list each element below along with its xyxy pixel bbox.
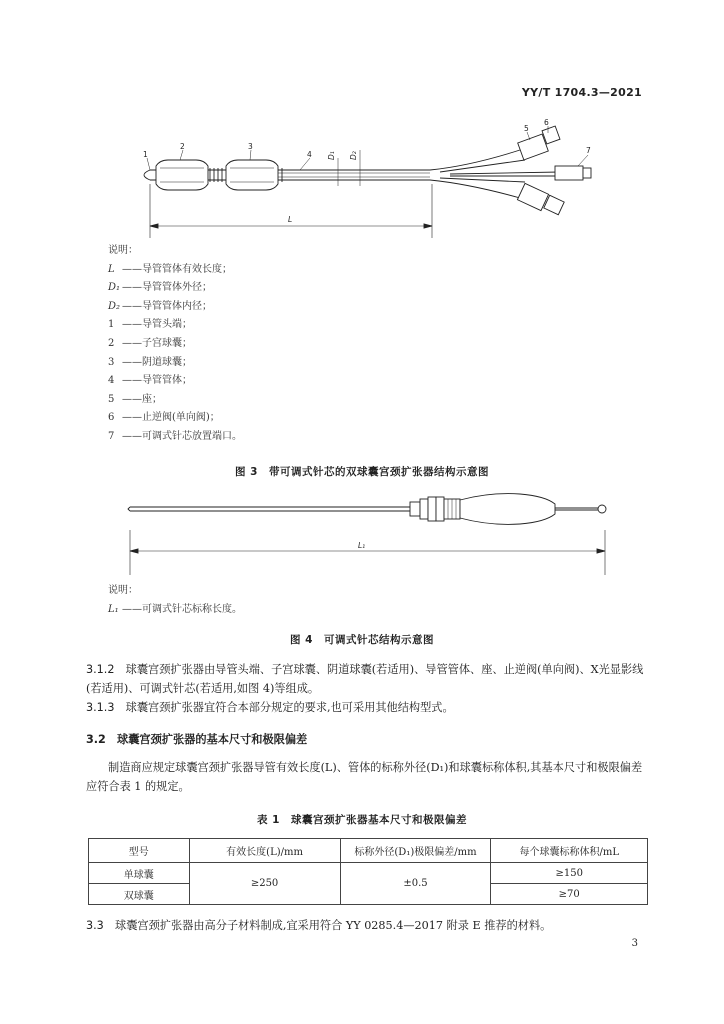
table1 [88,838,648,905]
fig3-label-5: 5 [524,124,529,133]
fig3-label-3: 3 [248,142,253,151]
fig3-label-7: 7 [586,146,591,155]
legend-row: 1 ——导管头端； [108,319,192,331]
fig3-label-4: 4 [307,150,312,159]
legend-row: L ——导管管体有效长度； [108,263,232,275]
table-cell: 单球囊 [89,863,190,884]
fig3-label-1: 1 [143,150,148,159]
fig3-label-2: 2 [180,142,185,151]
page-number: 3 [631,938,638,949]
table-cell: ±0.5 [340,863,491,905]
fig4-dim-L1: L₁ [358,541,366,550]
table-cell: ≥150 [491,863,648,884]
legend-row: 2 ——子宫球囊； [108,337,192,349]
section-3-2-heading: 3.2 球囊宫颈扩张器的基本尺寸和极限偏差 [86,733,308,746]
legend-row: D₂ ——导管管体内径； [108,300,212,312]
table1-caption: 表 1 球囊宫颈扩张器基本尺寸和极限偏差 [257,814,467,826]
figure3-caption: 图 3 带可调式针芯的双球囊宫颈扩张器结构示意图 [235,466,489,478]
table-cell: 双球囊 [89,884,190,905]
figure4-legend [108,582,242,619]
table-header: 有效长度(L)/mm [189,839,340,863]
legend-row: 6 ——止逆阀(单向阀)； [108,412,220,424]
stylet-ball-tip [598,505,606,513]
section-3-1-2: 3.1.2 球囊宫颈扩张器由导管头端、子宫球囊、阴道球囊(若适用)、导管管体、座、止逆阀(单向阀)、X光显影线(若适用)、可调式针芯(若适用,如图 4)等组成。 [86,663,644,695]
figure4-caption: 图 4 可调式针芯结构示意图 [290,634,434,646]
legend-row: D₁ ——导管管体外径； [108,282,212,294]
section-3-2-text: 制造商应规定球囊宫颈扩张器导管有效长度(L)、管体的标称外径(D₁)和球囊标称体积,其基本尺寸和极限偏差应符合表 1 的规定。 [86,761,643,793]
legend-title: 说明： [108,585,138,596]
fig3-dim-D2: D₂ [349,151,358,160]
legend-row: L₁ ——可调式针芯标称长度。 [108,603,242,615]
table-header: 每个球囊标称体积/mL [491,839,648,863]
fig3-dim-D1: D₁ [327,151,336,160]
legend-row: 7 ——可调式针芯放置端口。 [108,430,242,442]
table-header: 型号 [89,839,190,863]
section-3-3: 3.3 球囊宫颈扩张器由高分子材料制成,宜采用符合 YY 0285.4—2017 附录 E 推荐的材料。 [86,919,552,932]
table-header: 标称外径(D₁)极限偏差/mm [340,839,491,863]
stylet-handle [460,494,555,525]
standard-code: YY/T 1704.3—2021 [521,86,642,99]
legend-row: 4 ——导管管体； [108,375,192,387]
table-cell: ≥70 [491,884,648,905]
table-cell: ≥250 [189,863,340,905]
legend-row: 5 ——座； [108,393,162,405]
table-row [89,863,648,884]
section-3-1-3: 3.1.3 球囊宫颈扩张器宜符合本部分规定的要求,也可采用其他结构型式。 [86,701,454,714]
legend-title: 说明： [108,245,138,256]
fig3-label-6: 6 [544,118,549,127]
legend-row: 3 ——阴道球囊； [108,356,192,368]
fig3-dim-L: L [288,215,293,224]
